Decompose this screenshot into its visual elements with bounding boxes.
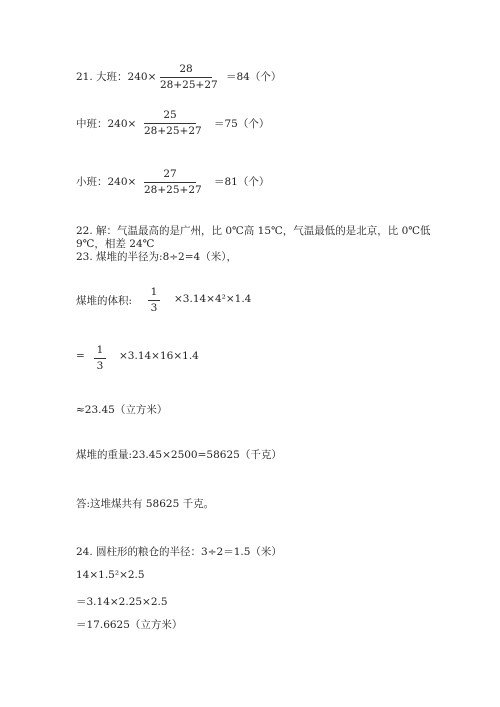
fraction-bar (148, 300, 160, 301)
q23-approx-volume: ≈23.45（立方米） (76, 404, 168, 416)
q23-volume-label: 煤堆的体积: (76, 295, 133, 307)
q21-large-class-result: ＝84（个） (226, 71, 282, 83)
q21-middle-class-label: 中班：240× (76, 118, 137, 130)
fraction-numerator: 27 (163, 168, 177, 180)
q24-radius: 24. 圆柱形的粮仓的半径：3÷2＝1.5（米） (76, 546, 282, 558)
fraction-denominator: 3 (150, 301, 158, 314)
fraction-denominator: 28+25+27 (144, 183, 202, 196)
q22-line-2: 9℃，相差 24℃ (76, 238, 155, 250)
q23-volume-expression: ×3.14×4²×1.4 (174, 293, 252, 305)
q21-large-class-fraction (160, 63, 218, 91)
q23-answer: 答:这堆煤共有 58625 千克。 (76, 498, 215, 510)
q23-equals-sign: = (76, 350, 85, 362)
fraction-numerator: 1 (96, 344, 104, 356)
fraction-numerator: 25 (163, 109, 177, 121)
q24-step-1: 14×1.5²×2.5 (76, 569, 145, 581)
q21-middle-class-fraction (144, 109, 202, 137)
q24-step-3: ＝17.6625（立方米） (76, 619, 183, 631)
q21-small-class-result: ＝81（个） (214, 176, 270, 188)
q22-line-1: 22. 解：气温最高的是广州，比 0℃高 15℃，气温最低的是北京，比 0℃低 (76, 225, 431, 237)
q21-large-class-label: 21. 大班：240× (76, 71, 157, 83)
fraction-bar (94, 358, 106, 359)
fraction-denominator: 28+25+27 (144, 124, 202, 137)
q23-equals-expression: ×3.14×16×1.4 (119, 350, 199, 362)
q23-weight: 煤堆的重量:23.45×2500=58625（千克） (76, 449, 282, 461)
q23-equals-fraction (94, 345, 106, 371)
fraction-bar (144, 182, 196, 183)
q21-small-class-label: 小班：240× (76, 176, 137, 188)
fraction-bar (160, 77, 212, 78)
q24-step-2: ＝3.14×2.25×2.5 (76, 596, 168, 608)
q23-radius: 23. 煤堆的半径为:8÷2=4（米）， (76, 251, 237, 263)
fraction-numerator: 1 (150, 286, 158, 298)
q21-middle-class-result: ＝75（个） (214, 118, 270, 130)
fraction-denominator: 28+25+27 (160, 78, 218, 91)
q21-small-class-fraction (144, 168, 202, 196)
fraction-denominator: 3 (96, 359, 104, 372)
fraction-numerator: 28 (179, 63, 193, 75)
fraction-bar (144, 123, 196, 124)
q23-volume-fraction (148, 287, 160, 313)
